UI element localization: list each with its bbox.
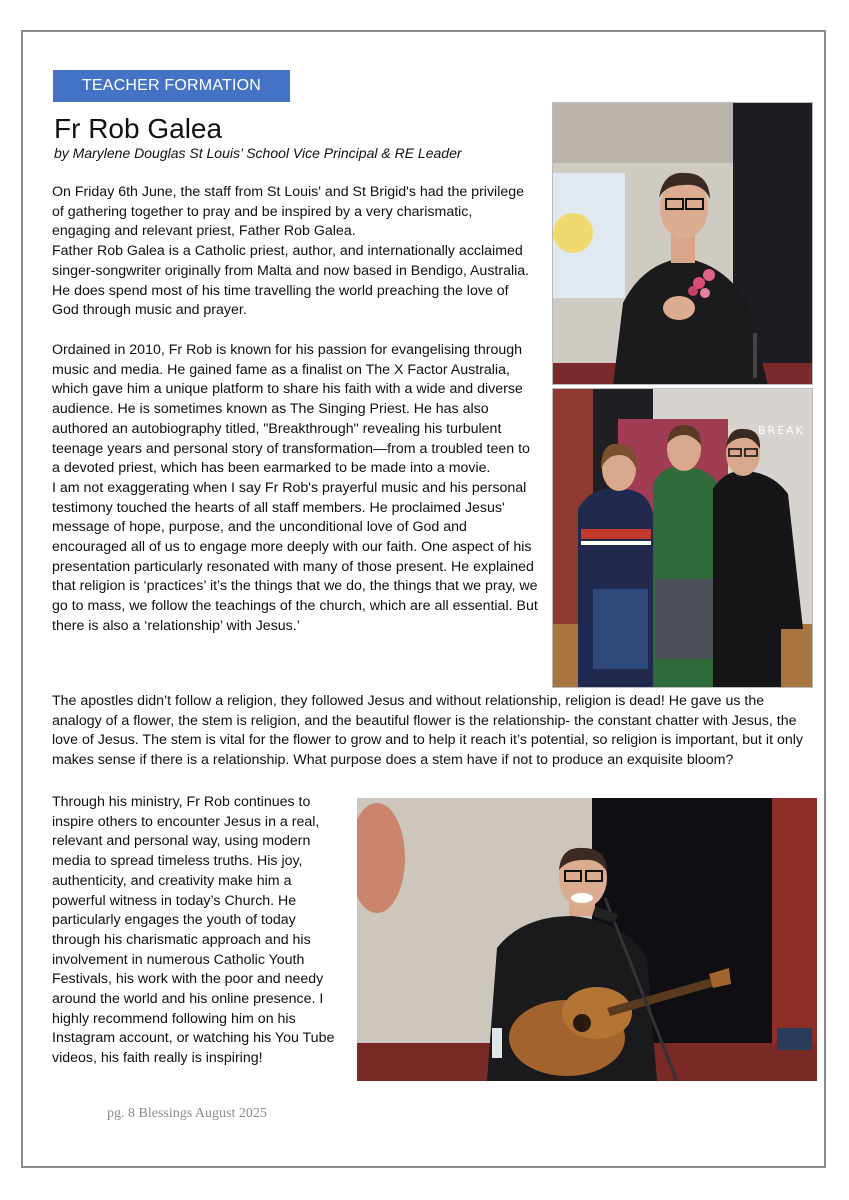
page-footer: pg. 8 Blessings August 2025 [107, 1106, 267, 1121]
article-title: Fr Rob Galea [54, 113, 223, 144]
photo-guitar [357, 798, 817, 1081]
section-tag: TEACHER FORMATION [53, 70, 290, 102]
article-byline: by Marylene Douglas St Louis’ School Vice Principal & RE Leader [54, 145, 462, 161]
photo-group [552, 388, 813, 688]
paragraph-flower-analogy: The apostles didn’t follow a religion, they followed Jesus and without relationship, religion is dead! He gave us the analogy of a flower, the stem is religion, and the beautiful flower is the relationship- the constant chatter with Jesus, the love of Jesus. The stem is vital for the flower to grow and to help it reach it’s potential, so religion is important, but it only makes sense if there is a relationship. What purpose does a stem have if not to produce an exquisite bloom? [52, 693, 803, 769]
paragraph-ordained: Ordained in 2010, Fr Rob is known for his passion for evangelising through music and media. He gained fame as a finalist on The X Factor Australia, which gave him a unique platform to share his faith with a wide and diverse audience. He is sometimes known as The Singing Priest. He has also authored an autobiography titled, "Breakthrough" revealing his turbulent teenage years and personal story of transformation—from a troubled teen to a devoted priest, which has been earmarked to be made into a movie. I am not exaggerating when I say Fr Rob's prayerful music and his personal testimony touched the hearts of all staff members. He proclaimed Jesus' message of hope, purpose, and the unconditional love of God and encouraged all of us to engage more deeply with our faith. One aspect of his presentation particularly resonated with many of those present. He explained that religion is ‘practices’ it’s the things that we do, the things that we pray, we go to mass, we follow the teachings of the church, which are all essential. But there is also a ‘relationship’ with Jesus.’ [52, 342, 538, 634]
banner-text: BREAK [758, 424, 805, 437]
photo-flowers [552, 102, 813, 385]
paragraph-intro: On Friday 6th June, the staff from St Louis' and St Brigid's had the privilege of gathering together to pray and be inspired by a very charismatic, engaging and relevant priest, Father Rob Galea. Father Rob Galea is a Catholic priest, author, and internationally acclaimed singer-songwriter originally from Malta and now based in Bendigo, Australia. He does spend most of his time travelling the world preaching the love of God through music and prayer. [52, 184, 530, 319]
paragraph-ministry: Through his ministry, Fr Rob continues to inspire others to encounter Jesus in a real, relevant and personal way, using modern media to spread timeless truths. His joy, authenticity, and creativity make him a powerful witness in today’s Church. He particularly engages the youth of today through his charismatic approach and his involvement in numerous Catholic Youth Festivals, his work with the poor and needy around the world and his online presence. I highly recommend following him on his Instagram account, or watching his You Tube videos, his faith really is inspiring! [52, 794, 335, 1067]
